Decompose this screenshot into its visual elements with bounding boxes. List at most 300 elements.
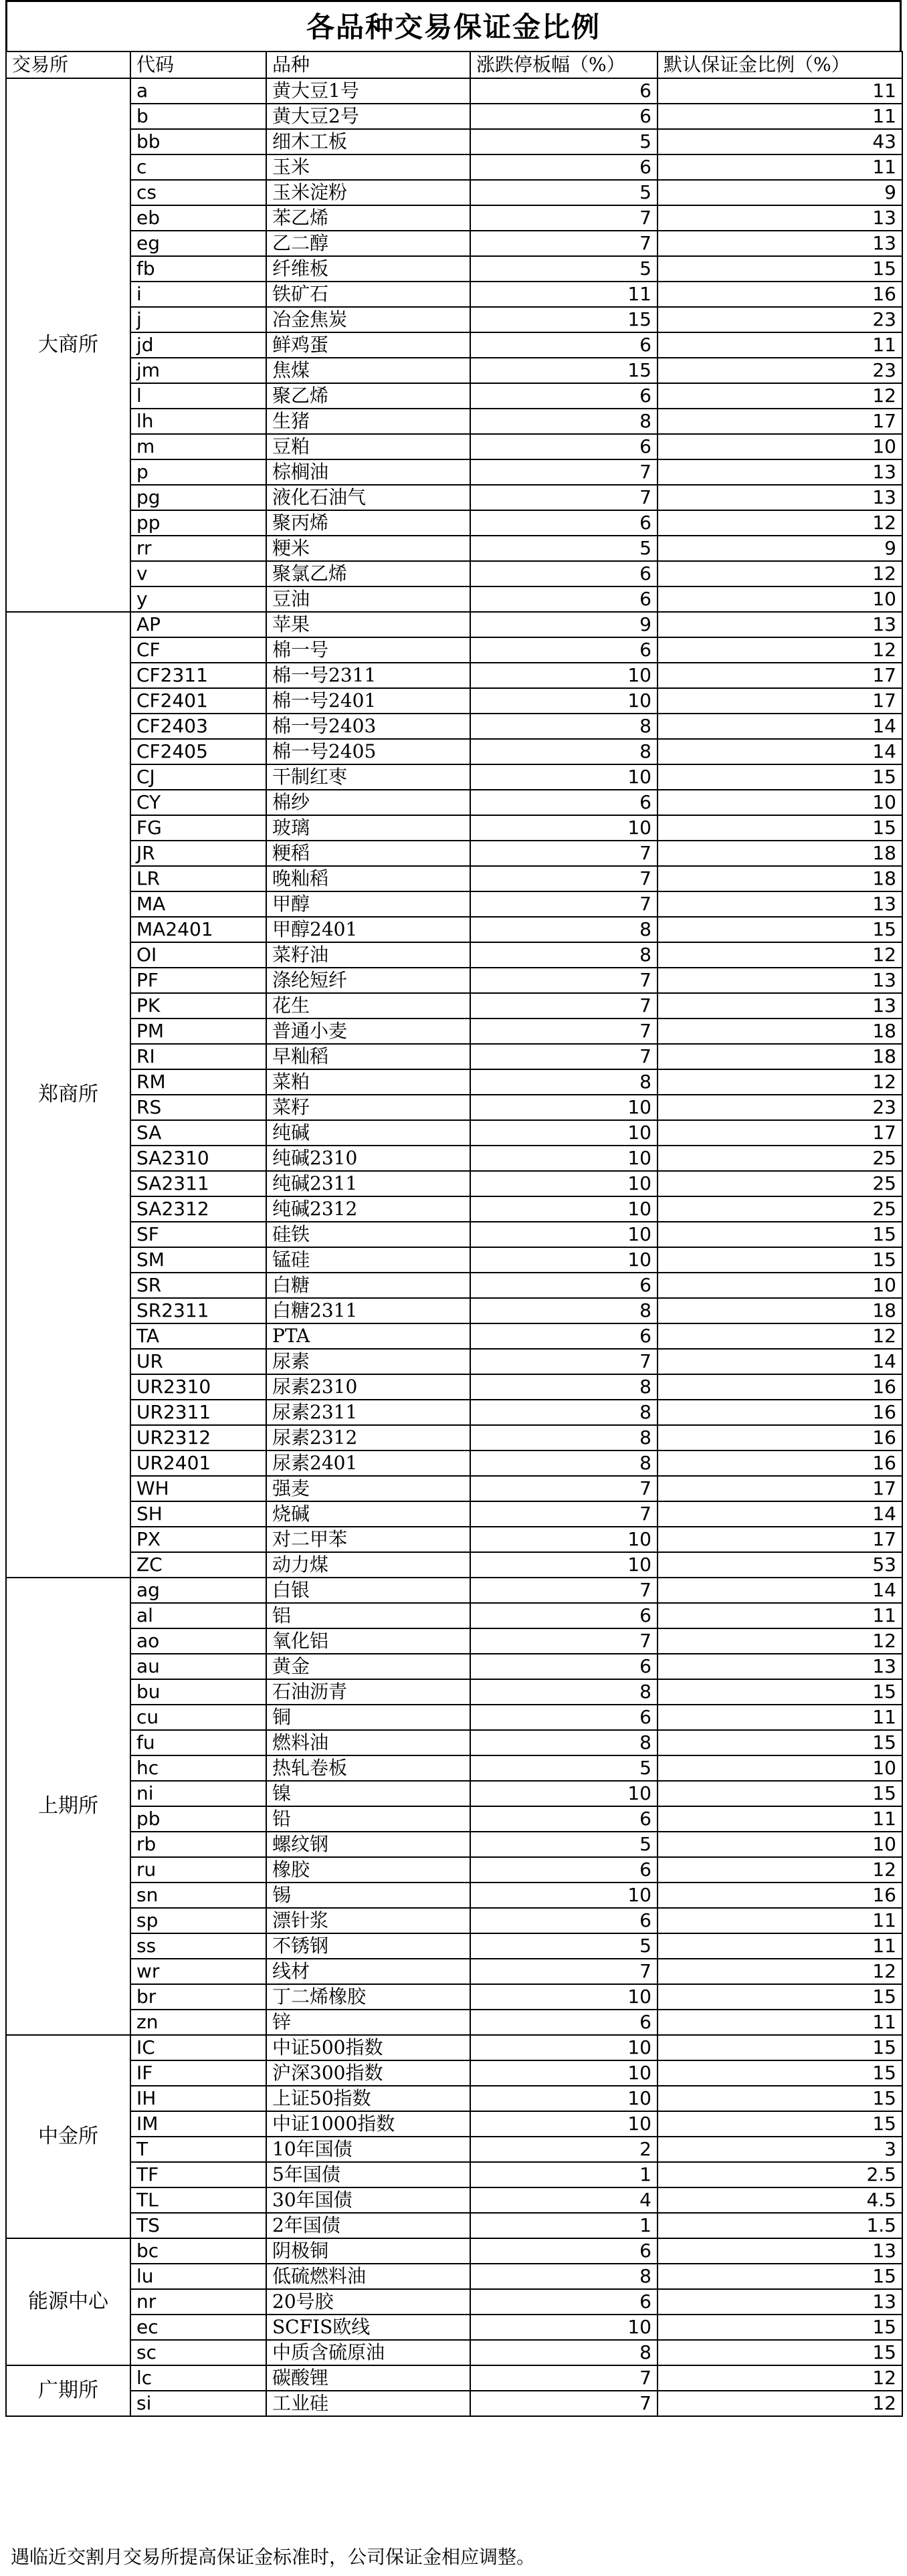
margin-cell: 15: [658, 2086, 902, 2111]
margin-cell: 15: [658, 2060, 902, 2086]
limit-cell: 7: [470, 1501, 658, 1527]
code-cell: PM: [130, 1018, 266, 1044]
margin-cell: 10: [658, 790, 902, 815]
table-row: [6, 2086, 902, 2111]
margin-cell: 14: [658, 1501, 902, 1527]
margin-cell: 11: [658, 1705, 902, 1730]
product-cell: 橡胶: [266, 1857, 470, 1883]
product-cell: 干制红枣: [266, 764, 470, 790]
margin-cell: 15: [658, 1679, 902, 1705]
product-cell: 玉米淀粉: [266, 180, 470, 205]
table-row: [6, 1349, 902, 1374]
table-row: [6, 485, 902, 510]
code-cell: sp: [130, 1908, 266, 1933]
margin-cell: 15: [658, 815, 902, 841]
code-cell: RM: [130, 1069, 266, 1095]
code-cell: LR: [130, 866, 266, 891]
product-cell: 晚籼稻: [266, 866, 470, 891]
product-cell: 2年国债: [266, 2213, 470, 2238]
product-cell: 棉一号2403: [266, 714, 470, 739]
limit-cell: 8: [470, 1069, 658, 1095]
table-row: [6, 1222, 902, 1247]
limit-cell: 7: [470, 1578, 658, 1603]
product-cell: 尿素2310: [266, 1374, 470, 1400]
product-cell: 铅: [266, 1806, 470, 1832]
code-cell: CY: [130, 790, 266, 815]
limit-cell: 5: [470, 1832, 658, 1857]
product-cell: 锡: [266, 1883, 470, 1908]
limit-cell: 7: [470, 2391, 658, 2416]
code-cell: wr: [130, 1959, 266, 1984]
limit-cell: 10: [470, 1984, 658, 2010]
code-cell: CF2401: [130, 688, 266, 714]
margin-cell: 4.5: [658, 2187, 902, 2213]
code-cell: m: [130, 434, 266, 459]
product-cell: 苹果: [266, 612, 470, 637]
product-cell: 燃料油: [266, 1730, 470, 1755]
limit-cell: 10: [470, 1552, 658, 1578]
code-cell: UR2312: [130, 1425, 266, 1451]
code-cell: RS: [130, 1095, 266, 1120]
limit-cell: 10: [470, 2111, 658, 2137]
table-row: [6, 1323, 902, 1349]
margin-cell: 18: [658, 866, 902, 891]
product-cell: 豆粕: [266, 434, 470, 459]
table-row: [6, 1146, 902, 1171]
limit-cell: 6: [470, 1654, 658, 1679]
product-cell: 棉一号2401: [266, 688, 470, 714]
code-cell: MA: [130, 891, 266, 917]
limit-cell: 7: [470, 2365, 658, 2391]
code-cell: MA2401: [130, 917, 266, 942]
footnote: 遇临近交割月交易所提高保证金标准时，公司保证金相应调整。: [11, 2546, 536, 2568]
table-row: [6, 129, 902, 154]
margin-cell: 10: [658, 1273, 902, 1298]
table-row: [6, 561, 902, 586]
limit-cell: 6: [470, 790, 658, 815]
limit-cell: 6: [470, 2010, 658, 2035]
margin-cell: 16: [658, 1374, 902, 1400]
code-cell: CF: [130, 637, 266, 663]
table-row: [6, 1984, 902, 2010]
limit-cell: 7: [470, 866, 658, 891]
table-row: [6, 1755, 902, 1781]
table-row: [6, 714, 902, 739]
table-row: [6, 1069, 902, 1095]
table-row: [6, 358, 902, 383]
product-cell: 烧碱: [266, 1501, 470, 1527]
code-cell: b: [130, 104, 266, 129]
product-cell: 黄金: [266, 1654, 470, 1679]
table-row: [6, 104, 902, 129]
product-cell: 热轧卷板: [266, 1755, 470, 1781]
product-cell: 棉一号2405: [266, 739, 470, 764]
code-cell: PF: [130, 968, 266, 993]
margin-cell: 15: [658, 1730, 902, 1755]
limit-cell: 7: [470, 459, 658, 485]
code-cell: c: [130, 154, 266, 180]
table-row: [6, 332, 902, 358]
table-row: [6, 434, 902, 459]
table-row: [6, 2213, 902, 2238]
product-cell: 螺纹钢: [266, 1832, 470, 1857]
limit-cell: 5: [470, 536, 658, 561]
margin-cell: 15: [658, 917, 902, 942]
margin-cell: 18: [658, 1298, 902, 1323]
code-cell: y: [130, 586, 266, 612]
margin-cell: 13: [658, 205, 902, 231]
table-row: [6, 1171, 902, 1196]
margin-cell: 17: [658, 1120, 902, 1146]
limit-cell: 6: [470, 510, 658, 536]
limit-cell: 8: [470, 1451, 658, 1476]
table-row: [6, 790, 902, 815]
table-row: [6, 1933, 902, 1959]
code-cell: CF2311: [130, 663, 266, 688]
table-row: [6, 764, 902, 790]
margin-cell: 15: [658, 1247, 902, 1273]
limit-cell: 7: [470, 891, 658, 917]
table-row: [6, 2264, 902, 2289]
code-cell: fb: [130, 256, 266, 282]
limit-cell: 11: [470, 282, 658, 307]
table-row: [6, 1247, 902, 1273]
code-cell: j: [130, 307, 266, 332]
product-cell: 黄大豆2号: [266, 104, 470, 129]
product-cell: 棉纱: [266, 790, 470, 815]
limit-cell: 5: [470, 1755, 658, 1781]
code-cell: IF: [130, 2060, 266, 2086]
margin-cell: 13: [658, 612, 902, 637]
product-cell: 丁二烯橡胶: [266, 1984, 470, 2010]
product-cell: 对二甲苯: [266, 1527, 470, 1552]
margin-cell: 13: [658, 968, 902, 993]
product-cell: 白糖: [266, 1273, 470, 1298]
code-cell: IH: [130, 2086, 266, 2111]
code-cell: OI: [130, 942, 266, 968]
margin-cell: 12: [658, 1857, 902, 1883]
product-cell: 线材: [266, 1959, 470, 1984]
limit-cell: 10: [470, 663, 658, 688]
product-cell: 纯碱2312: [266, 1196, 470, 1222]
limit-cell: 8: [470, 1400, 658, 1425]
table-row: [6, 663, 902, 688]
limit-cell: 10: [470, 2086, 658, 2111]
margin-cell: 10: [658, 434, 902, 459]
limit-cell: 8: [470, 1425, 658, 1451]
table-row: [6, 1095, 902, 1120]
limit-cell: 10: [470, 2035, 658, 2060]
margin-cell: 14: [658, 1578, 902, 1603]
code-cell: bb: [130, 129, 266, 154]
margin-cell: 15: [658, 1222, 902, 1247]
margin-cell: 15: [658, 1984, 902, 2010]
code-cell: TF: [130, 2162, 266, 2187]
product-cell: 铝: [266, 1603, 470, 1628]
product-cell: 中证500指数: [266, 2035, 470, 2060]
margin-cell: 15: [658, 256, 902, 282]
product-cell: 豆油: [266, 586, 470, 612]
limit-cell: 9: [470, 612, 658, 637]
margin-cell: 10: [658, 586, 902, 612]
limit-cell: 8: [470, 942, 658, 968]
code-cell: al: [130, 1603, 266, 1628]
code-cell: PK: [130, 993, 266, 1018]
margin-cell: 13: [658, 231, 902, 256]
table-row: [6, 2137, 902, 2162]
code-cell: lc: [130, 2365, 266, 2391]
product-cell: 花生: [266, 993, 470, 1018]
header-row: [6, 51, 902, 78]
table-row: [6, 2391, 902, 2416]
table-row: [6, 510, 902, 536]
margin-cell: 13: [658, 2289, 902, 2315]
product-cell: 细木工板: [266, 129, 470, 154]
table-row: [6, 1857, 902, 1883]
table-row: [6, 637, 902, 663]
code-cell: SA2312: [130, 1196, 266, 1222]
margin-cell: 14: [658, 739, 902, 764]
limit-cell: 7: [470, 1018, 658, 1044]
table-row: [6, 1018, 902, 1044]
margin-cell: 16: [658, 1883, 902, 1908]
product-cell: 纯碱: [266, 1120, 470, 1146]
table-row: [6, 1552, 902, 1578]
code-cell: pb: [130, 1806, 266, 1832]
limit-cell: 6: [470, 1323, 658, 1349]
product-cell: 菜籽油: [266, 942, 470, 968]
product-cell: 甲醇2401: [266, 917, 470, 942]
limit-cell: 7: [470, 1959, 658, 1984]
limit-cell: 10: [470, 1171, 658, 1196]
code-cell: ru: [130, 1857, 266, 1883]
margin-cell: 17: [658, 409, 902, 434]
table-row: [6, 1425, 902, 1451]
product-cell: 石油沥青: [266, 1679, 470, 1705]
code-cell: rr: [130, 536, 266, 561]
product-cell: 中质含硫原油: [266, 2340, 470, 2365]
margin-cell: 18: [658, 841, 902, 866]
exchange-cell: 上期所: [6, 1578, 130, 2035]
code-cell: TL: [130, 2187, 266, 2213]
table-row: [6, 459, 902, 485]
margin-cell: 9: [658, 536, 902, 561]
margin-cell: 12: [658, 1069, 902, 1095]
product-cell: 纯碱2311: [266, 1171, 470, 1196]
product-cell: 鲜鸡蛋: [266, 332, 470, 358]
product-cell: 中证1000指数: [266, 2111, 470, 2137]
product-cell: 普通小麦: [266, 1018, 470, 1044]
code-cell: fu: [130, 1730, 266, 1755]
limit-cell: 10: [470, 1883, 658, 1908]
margin-cell: 11: [658, 2010, 902, 2035]
limit-cell: 7: [470, 1349, 658, 1374]
table-body: [6, 78, 902, 2416]
limit-cell: 7: [470, 968, 658, 993]
product-cell: 苯乙烯: [266, 205, 470, 231]
margin-cell: 11: [658, 104, 902, 129]
code-cell: a: [130, 78, 266, 104]
limit-cell: 7: [470, 1476, 658, 1501]
margin-cell: 11: [658, 1603, 902, 1628]
margin-cell: 16: [658, 1451, 902, 1476]
limit-cell: 7: [470, 485, 658, 510]
margin-cell: 16: [658, 1400, 902, 1425]
margin-cell: 18: [658, 1044, 902, 1069]
code-cell: cs: [130, 180, 266, 205]
product-cell: 尿素: [266, 1349, 470, 1374]
product-cell: 液化石油气: [266, 485, 470, 510]
product-cell: 玉米: [266, 154, 470, 180]
table-row: [6, 282, 902, 307]
table-row: [6, 1679, 902, 1705]
table-row: [6, 841, 902, 866]
table-row: [6, 2060, 902, 2086]
product-cell: 动力煤: [266, 1552, 470, 1578]
code-cell: ec: [130, 2315, 266, 2340]
table-row: [6, 2289, 902, 2315]
margin-table: [5, 51, 903, 2417]
limit-cell: 10: [470, 815, 658, 841]
code-cell: SA: [130, 1120, 266, 1146]
product-cell: 菜粕: [266, 1069, 470, 1095]
code-cell: SF: [130, 1222, 266, 1247]
margin-cell: 15: [658, 764, 902, 790]
limit-cell: 6: [470, 2238, 658, 2264]
table-row: [6, 993, 902, 1018]
table-row: [6, 383, 902, 409]
product-cell: 强麦: [266, 1476, 470, 1501]
code-cell: UR2311: [130, 1400, 266, 1425]
code-cell: pp: [130, 510, 266, 536]
product-cell: 聚氯乙烯: [266, 561, 470, 586]
table-row: [6, 2111, 902, 2137]
header-product: 品种: [266, 51, 470, 78]
table-row: [6, 891, 902, 917]
margin-cell: 18: [658, 1018, 902, 1044]
margin-cell: 23: [658, 1095, 902, 1120]
code-cell: WH: [130, 1476, 266, 1501]
table-row: [6, 1298, 902, 1323]
code-cell: UR2310: [130, 1374, 266, 1400]
table-row: [6, 2162, 902, 2187]
table-row: [6, 866, 902, 891]
limit-cell: 10: [470, 1527, 658, 1552]
product-cell: 锌: [266, 2010, 470, 2035]
product-cell: PTA: [266, 1323, 470, 1349]
code-cell: CF2405: [130, 739, 266, 764]
product-cell: 10年国债: [266, 2137, 470, 2162]
table-row: [6, 1196, 902, 1222]
table-row: [6, 1451, 902, 1476]
product-cell: 涤纶短纤: [266, 968, 470, 993]
table-row: [6, 739, 902, 764]
limit-cell: 6: [470, 1908, 658, 1933]
limit-cell: 7: [470, 1044, 658, 1069]
margin-cell: 13: [658, 891, 902, 917]
limit-cell: 10: [470, 764, 658, 790]
margin-cell: 17: [658, 1527, 902, 1552]
limit-cell: 6: [470, 1705, 658, 1730]
product-cell: 尿素2312: [266, 1425, 470, 1451]
limit-cell: 10: [470, 1247, 658, 1273]
limit-cell: 1: [470, 2213, 658, 2238]
margin-cell: 15: [658, 2035, 902, 2060]
product-cell: 低硫燃料油: [266, 2264, 470, 2289]
code-cell: TS: [130, 2213, 266, 2238]
product-cell: 甲醇: [266, 891, 470, 917]
product-cell: 硅铁: [266, 1222, 470, 1247]
margin-cell: 13: [658, 485, 902, 510]
product-cell: 聚丙烯: [266, 510, 470, 536]
limit-cell: 7: [470, 841, 658, 866]
table-row: [6, 2340, 902, 2365]
product-cell: 纯碱2310: [266, 1146, 470, 1171]
margin-cell: 25: [658, 1171, 902, 1196]
margin-sheet: [5, 0, 902, 2417]
code-cell: eg: [130, 231, 266, 256]
product-cell: 铁矿石: [266, 282, 470, 307]
margin-cell: 10: [658, 1755, 902, 1781]
code-cell: ni: [130, 1781, 266, 1806]
code-cell: AP: [130, 612, 266, 637]
limit-cell: 10: [470, 1781, 658, 1806]
limit-cell: 8: [470, 917, 658, 942]
sheet-title: 各品种交易保证金比例: [5, 0, 902, 51]
table-row: [6, 2365, 902, 2391]
margin-cell: 11: [658, 154, 902, 180]
exchange-cell: 广期所: [6, 2365, 130, 2416]
code-cell: l: [130, 383, 266, 409]
table-row: [6, 586, 902, 612]
header-exchange: 交易所: [6, 51, 130, 78]
limit-cell: 8: [470, 409, 658, 434]
code-cell: ZC: [130, 1552, 266, 1578]
code-cell: TA: [130, 1323, 266, 1349]
table-row: [6, 2010, 902, 2035]
limit-cell: 6: [470, 383, 658, 409]
product-cell: 粳米: [266, 536, 470, 561]
code-cell: RI: [130, 1044, 266, 1069]
exchange-cell: 郑商所: [6, 612, 130, 1578]
product-cell: 纤维板: [266, 256, 470, 282]
limit-cell: 10: [470, 1222, 658, 1247]
product-cell: 阴极铜: [266, 2238, 470, 2264]
margin-cell: 3: [658, 2137, 902, 2162]
code-cell: ss: [130, 1933, 266, 1959]
code-cell: rb: [130, 1832, 266, 1857]
limit-cell: 1: [470, 2162, 658, 2187]
product-cell: 粳稻: [266, 841, 470, 866]
margin-cell: 14: [658, 1349, 902, 1374]
code-cell: SR2311: [130, 1298, 266, 1323]
product-cell: 乙二醇: [266, 231, 470, 256]
table-row: [6, 1730, 902, 1755]
limit-cell: 5: [470, 180, 658, 205]
code-cell: SA2310: [130, 1146, 266, 1171]
margin-cell: 12: [658, 1323, 902, 1349]
table-row: [6, 1374, 902, 1400]
product-cell: 棕榈油: [266, 459, 470, 485]
product-cell: 锰硅: [266, 1247, 470, 1273]
code-cell: SA2311: [130, 1171, 266, 1196]
header-margin: 默认保证金比例（%）: [658, 51, 902, 78]
product-cell: 聚乙烯: [266, 383, 470, 409]
limit-cell: 6: [470, 104, 658, 129]
margin-cell: 13: [658, 1654, 902, 1679]
limit-cell: 15: [470, 358, 658, 383]
margin-cell: 12: [658, 2365, 902, 2391]
